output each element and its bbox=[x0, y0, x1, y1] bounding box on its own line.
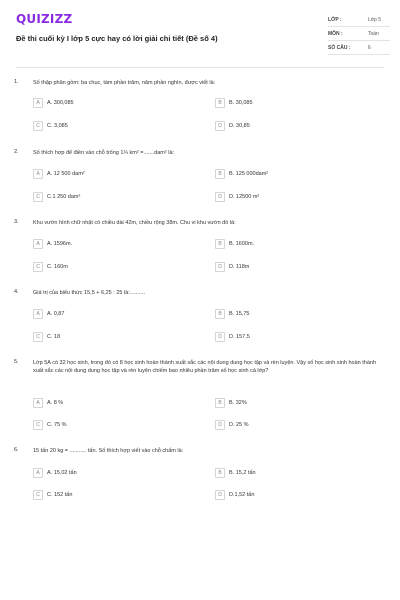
option-text: D. 12500 m² bbox=[229, 194, 260, 200]
option-b[interactable] bbox=[215, 468, 256, 478]
option-d[interactable] bbox=[215, 490, 254, 500]
option-d[interactable] bbox=[215, 192, 259, 202]
option-text: B. 30,085 bbox=[229, 100, 253, 106]
option-key: A bbox=[33, 169, 43, 179]
option-key: A bbox=[33, 468, 43, 478]
option-key: B bbox=[215, 309, 225, 319]
option-key: D bbox=[215, 490, 225, 500]
option-text: A. 0,87 bbox=[47, 311, 65, 317]
option-a[interactable] bbox=[33, 239, 72, 249]
option-b[interactable] bbox=[215, 398, 247, 408]
option-key: B bbox=[215, 398, 225, 408]
option-key: C bbox=[33, 420, 43, 430]
option-text: A. 1596m. bbox=[47, 241, 73, 247]
meta-row-subject bbox=[328, 27, 390, 41]
option-key: B bbox=[215, 468, 225, 478]
option-b[interactable] bbox=[215, 239, 254, 249]
meta-value: 6 bbox=[368, 45, 371, 51]
option-key: D bbox=[215, 121, 225, 131]
option-a[interactable] bbox=[33, 468, 77, 478]
option-c[interactable] bbox=[33, 490, 72, 500]
option-key: C bbox=[33, 332, 43, 342]
option-d[interactable] bbox=[215, 262, 249, 272]
option-key: A bbox=[33, 98, 43, 108]
worksheet-header bbox=[0, 0, 400, 70]
option-text: A. 300,085 bbox=[47, 100, 74, 106]
option-c[interactable] bbox=[33, 192, 80, 202]
question-text: Số thích hợp để điền vào chỗ trống 1¼ km² =.......dam² là: bbox=[33, 150, 175, 156]
option-key: D bbox=[215, 332, 225, 342]
option-d[interactable] bbox=[215, 332, 250, 342]
option-key: C bbox=[33, 192, 43, 202]
question-number: 3. bbox=[14, 219, 19, 225]
option-d[interactable] bbox=[215, 121, 250, 131]
option-c[interactable] bbox=[33, 420, 67, 430]
meta-label: SỐ CÂU : bbox=[328, 45, 351, 51]
question-text: Giá trị của biểu thức 15,5 + 6,25 : 25 là:.......... bbox=[33, 290, 146, 296]
question-number: 6. bbox=[14, 447, 19, 453]
option-c[interactable] bbox=[33, 121, 68, 131]
option-text: A. 15,02 tấn bbox=[47, 470, 77, 476]
question-text: 15 tấn 20 kg = ........... tấn. Số thích hợp viết vào chỗ chấm là: bbox=[33, 448, 184, 454]
option-key: D bbox=[215, 192, 225, 202]
option-key: D bbox=[215, 262, 225, 272]
option-a[interactable] bbox=[33, 398, 63, 408]
option-b[interactable] bbox=[215, 98, 253, 108]
meta-value: Lớp 5 bbox=[368, 17, 382, 23]
option-text: C. 160m bbox=[47, 264, 68, 270]
option-key: C bbox=[33, 262, 43, 272]
option-c[interactable] bbox=[33, 332, 60, 342]
question-number: 5. bbox=[14, 359, 19, 365]
option-text: D. 157,5 bbox=[229, 334, 250, 340]
option-text: B. 15,2 tấn bbox=[229, 470, 256, 476]
question-text: Số thập phân gồm: ba chục, tám phần trăm, năm phần nghìn, được viết là: bbox=[33, 80, 216, 86]
option-key: C bbox=[33, 490, 43, 500]
quizizz-logo: QUIZIZZ bbox=[16, 12, 73, 26]
option-b[interactable] bbox=[215, 309, 250, 319]
option-text: B. 32% bbox=[229, 400, 247, 406]
option-key: B bbox=[215, 239, 225, 249]
question-text: Khu vườn hình chữ nhật có chiều dài 42m, chiều rộng 38m. Chu vi khu vườn đó là: bbox=[33, 220, 236, 226]
worksheet-meta bbox=[328, 13, 390, 55]
option-text: D. 118m bbox=[229, 264, 250, 270]
option-key: A bbox=[33, 398, 43, 408]
meta-label: LỚP : bbox=[328, 17, 342, 23]
option-key: C bbox=[33, 121, 43, 131]
option-a[interactable] bbox=[33, 98, 74, 108]
question-number: 2. bbox=[14, 149, 19, 155]
option-text: D. 25 % bbox=[229, 422, 249, 428]
option-text: D.1,52 tấn bbox=[229, 492, 255, 498]
option-text: A. 8 % bbox=[47, 400, 64, 406]
option-key: A bbox=[33, 239, 43, 249]
meta-label: MÔN : bbox=[328, 31, 343, 37]
option-b[interactable] bbox=[215, 169, 268, 179]
header-divider bbox=[16, 67, 384, 68]
option-text: B. 125 000dam² bbox=[229, 171, 269, 177]
option-key: D bbox=[215, 420, 225, 430]
question-text: Lớp 5A có 32 học sinh, trong đó có 8 học sinh hoàn thành xuất sắc các nội dung dung học tập và rèn luyện. Vậy số học sinh sinh hoàn thành xuất sắc các nội dung dung học tập và rèn luyện chiếm bao nhiêu phần trăm số học sinh cả lớp? bbox=[33, 360, 377, 374]
meta-row-count bbox=[328, 41, 390, 55]
option-key: B bbox=[215, 98, 225, 108]
option-text: A. 12 500 dam² bbox=[47, 171, 85, 177]
option-key: B bbox=[215, 169, 225, 179]
option-text: D. 30,85 bbox=[229, 123, 250, 129]
option-text: B. 1600m. bbox=[229, 241, 255, 247]
option-c[interactable] bbox=[33, 262, 68, 272]
question-number: 4. bbox=[14, 289, 19, 295]
option-key: A bbox=[33, 309, 43, 319]
option-text: C. 152 tấn bbox=[47, 492, 73, 498]
meta-value: Toán bbox=[368, 31, 379, 37]
option-d[interactable] bbox=[215, 420, 249, 430]
option-text: C. 3,085 bbox=[47, 123, 68, 129]
question-number: 1. bbox=[14, 79, 19, 85]
meta-row-class bbox=[328, 13, 390, 27]
option-text: C.1 250 dam² bbox=[47, 194, 81, 200]
option-text: C. 75 % bbox=[47, 422, 67, 428]
worksheet-title: Đề thi cuối kỳ I lớp 5 cực hay có lời giải chi tiết (Đề số 4) bbox=[16, 34, 218, 43]
option-a[interactable] bbox=[33, 169, 85, 179]
option-text: B. 15,75 bbox=[229, 311, 250, 317]
option-text: C. 18 bbox=[47, 334, 61, 340]
option-a[interactable] bbox=[33, 309, 64, 319]
